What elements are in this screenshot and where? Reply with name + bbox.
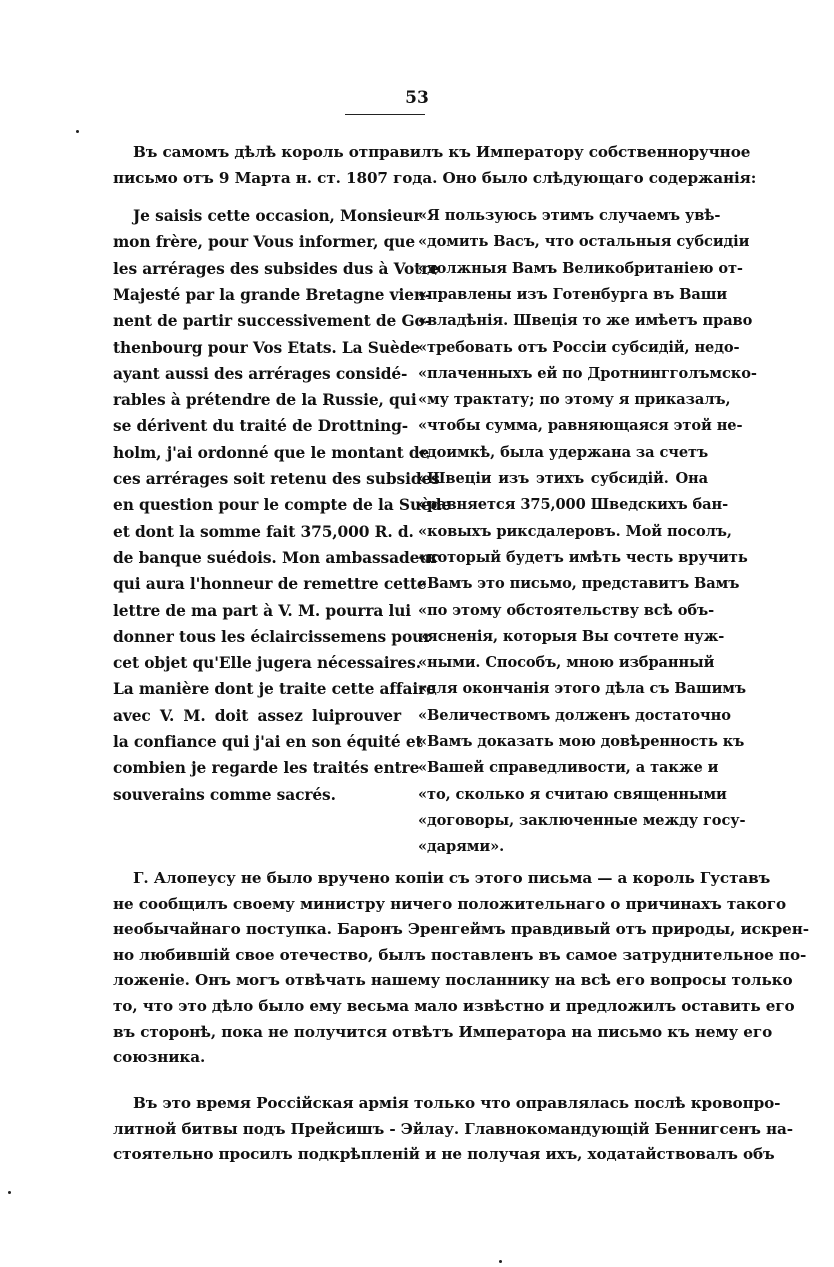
scan-speck [76,130,79,133]
text-line: «ными. Способъ, мною избранный [418,654,715,672]
text-line: Je saisis cette occasion, Monsieur [133,207,422,225]
text-line: Въ это время Россійская армія только что оправлялась послѣ кровопро- [133,1094,781,1112]
text-line: ложеніе. Онъ могъ отвѣчать нашему посланнику на всѣ его вопросы только [113,971,793,990]
text-line: combien je regarde les traités entre [113,759,420,778]
text-line: «му трактату; по этому я приказалъ, [418,391,731,409]
text-line: письмо отъ 9 Марта н. ст. 1807 года. Оно было слѣдующаго содержанія: [113,169,757,187]
text-line: «для окончанія этого дѣла съ Вашимъ [418,680,746,698]
page-number: 53 [405,88,429,108]
text-line: «который будетъ имѣть честь вручить [418,548,748,566]
text-line: «должныя Вамъ Великобританіею от- [418,259,743,277]
text-line: se dérivent du traité de Drottning- [113,417,409,436]
text-line: «то, сколько я считаю священными [418,785,727,803]
text-line: «договоры, заключенные между госу- [418,811,746,829]
text-line: «Вамъ это письмо, представитъ Вамъ [418,575,740,593]
text-line: «требовать отъ Россіи субсидій, недо- [418,338,740,356]
text-line: lettre de ma part à V. M. pourra lui [113,601,412,620]
text-line: mon frère, pour Vous informer, que [113,233,416,252]
text-line: en question pour le compte de la Suède [113,496,452,515]
scan-speck [8,1191,11,1194]
scan-speck [499,1260,502,1263]
text-line: «правлены изъ Готенбурга въ Ваши [418,285,728,303]
text-line: «ковыхъ риксдалеровъ. Мой посолъ, [418,522,732,540]
text-line: Г. Алопеусу не было вручено копіи съ этого письма — а король Густавъ [133,869,771,887]
text-line: не сообщилъ своему министру ничего положительнаго о причинахъ такого [113,894,787,913]
text-line: «по этому обстоятельству всѣ объ- [418,601,715,619]
text-line: thenbourg pour Vos Etats. La Suède [113,338,420,357]
text-line: «Вамъ доказать мою довѣренность къ [418,733,745,750]
text-line: «Вашей справедливости, а также и [418,759,719,777]
text-line: стоятельно просилъ подкрѣпленій и не получая ихъ, ходатайствовалъ объ [113,1145,775,1164]
text-line: nent de partir successivement de Go- [113,312,431,331]
text-line: «доимкѣ, была удержана за счетъ [418,443,709,461]
text-line: необычайнаго поступка. Баронъ Эренгеймъ правдивый отъ природы, искрен- [113,920,809,939]
text-line: «дарями». [418,838,505,856]
text-line: les arrérages des subsides dus à Votre [113,259,439,278]
text-line: et dont la somme fait 375,000 R. d. [113,522,414,541]
text-line: Въ самомъ дѣлѣ король отправилъ къ Императору собственноручное [133,143,751,161]
text-line: avec V. M. doit assez luiprouver [113,706,401,725]
text-line: souverains comme sacrés. [113,785,336,804]
text-line: la confiance qui j'ai en son équité et [113,733,423,751]
text-line: qui aura l'honneur de remettre cette [113,575,427,594]
text-line: Majesté par la grande Bretagne vien- [113,285,432,304]
text-line: ces arrérages soit retenu des subsides [113,470,440,488]
text-line: cet objet qu'Elle jugera nécessaires. [113,654,421,673]
header-rule [345,114,425,115]
text-line: «чтобы сумма, равняющаяся этой не- [418,417,743,435]
text-line: ayant aussi des arrérages considé- [113,364,408,383]
text-line: «Величествомъ долженъ достаточно [418,706,731,724]
text-line: «равняется 375,000 Шведскихъ бан- [418,496,729,514]
text-line: «владѣнія. Швеція то же имѣетъ право [418,312,753,330]
text-line: La manière dont je traite cette affaire [113,680,436,699]
text-line: holm, j'ai ordonné que le montant de [113,443,430,462]
text-line: въ сторонѣ, пока не получится отвѣтъ Императора на письмо къ нему его [113,1022,773,1041]
text-line: литной битвы подъ Прейсишъ - Эйлау. Главнокомандующій Беннигсенъ на- [113,1119,793,1138]
text-line: rables à prétendre de la Russie, qui [113,391,417,410]
text-line: «плаченныхъ ей по Дротнингголъмско- [418,364,757,382]
text-line: «Я пользуюсь этимъ случаемъ увѣ- [418,207,721,224]
text-line: союзника. [113,1048,206,1067]
text-line: donner tous les éclaircissemens pour [113,627,432,646]
text-line: «Швеціи изъ этихъ субсидій. Она [418,470,708,487]
text-line: но любившій свое отечество, былъ поставленъ въ самое затруднительное по- [113,945,807,964]
text-line: de banque suédois. Mon ambassadeur [113,548,439,567]
text-line: то, что это дѣло было ему весьма мало извѣстно и предложилъ оставить его [113,997,795,1015]
text-line: «ясненія, которыя Вы сочтете нуж- [418,627,725,645]
text-line: «домить Васъ, что остальныя субсидіи [418,233,750,251]
